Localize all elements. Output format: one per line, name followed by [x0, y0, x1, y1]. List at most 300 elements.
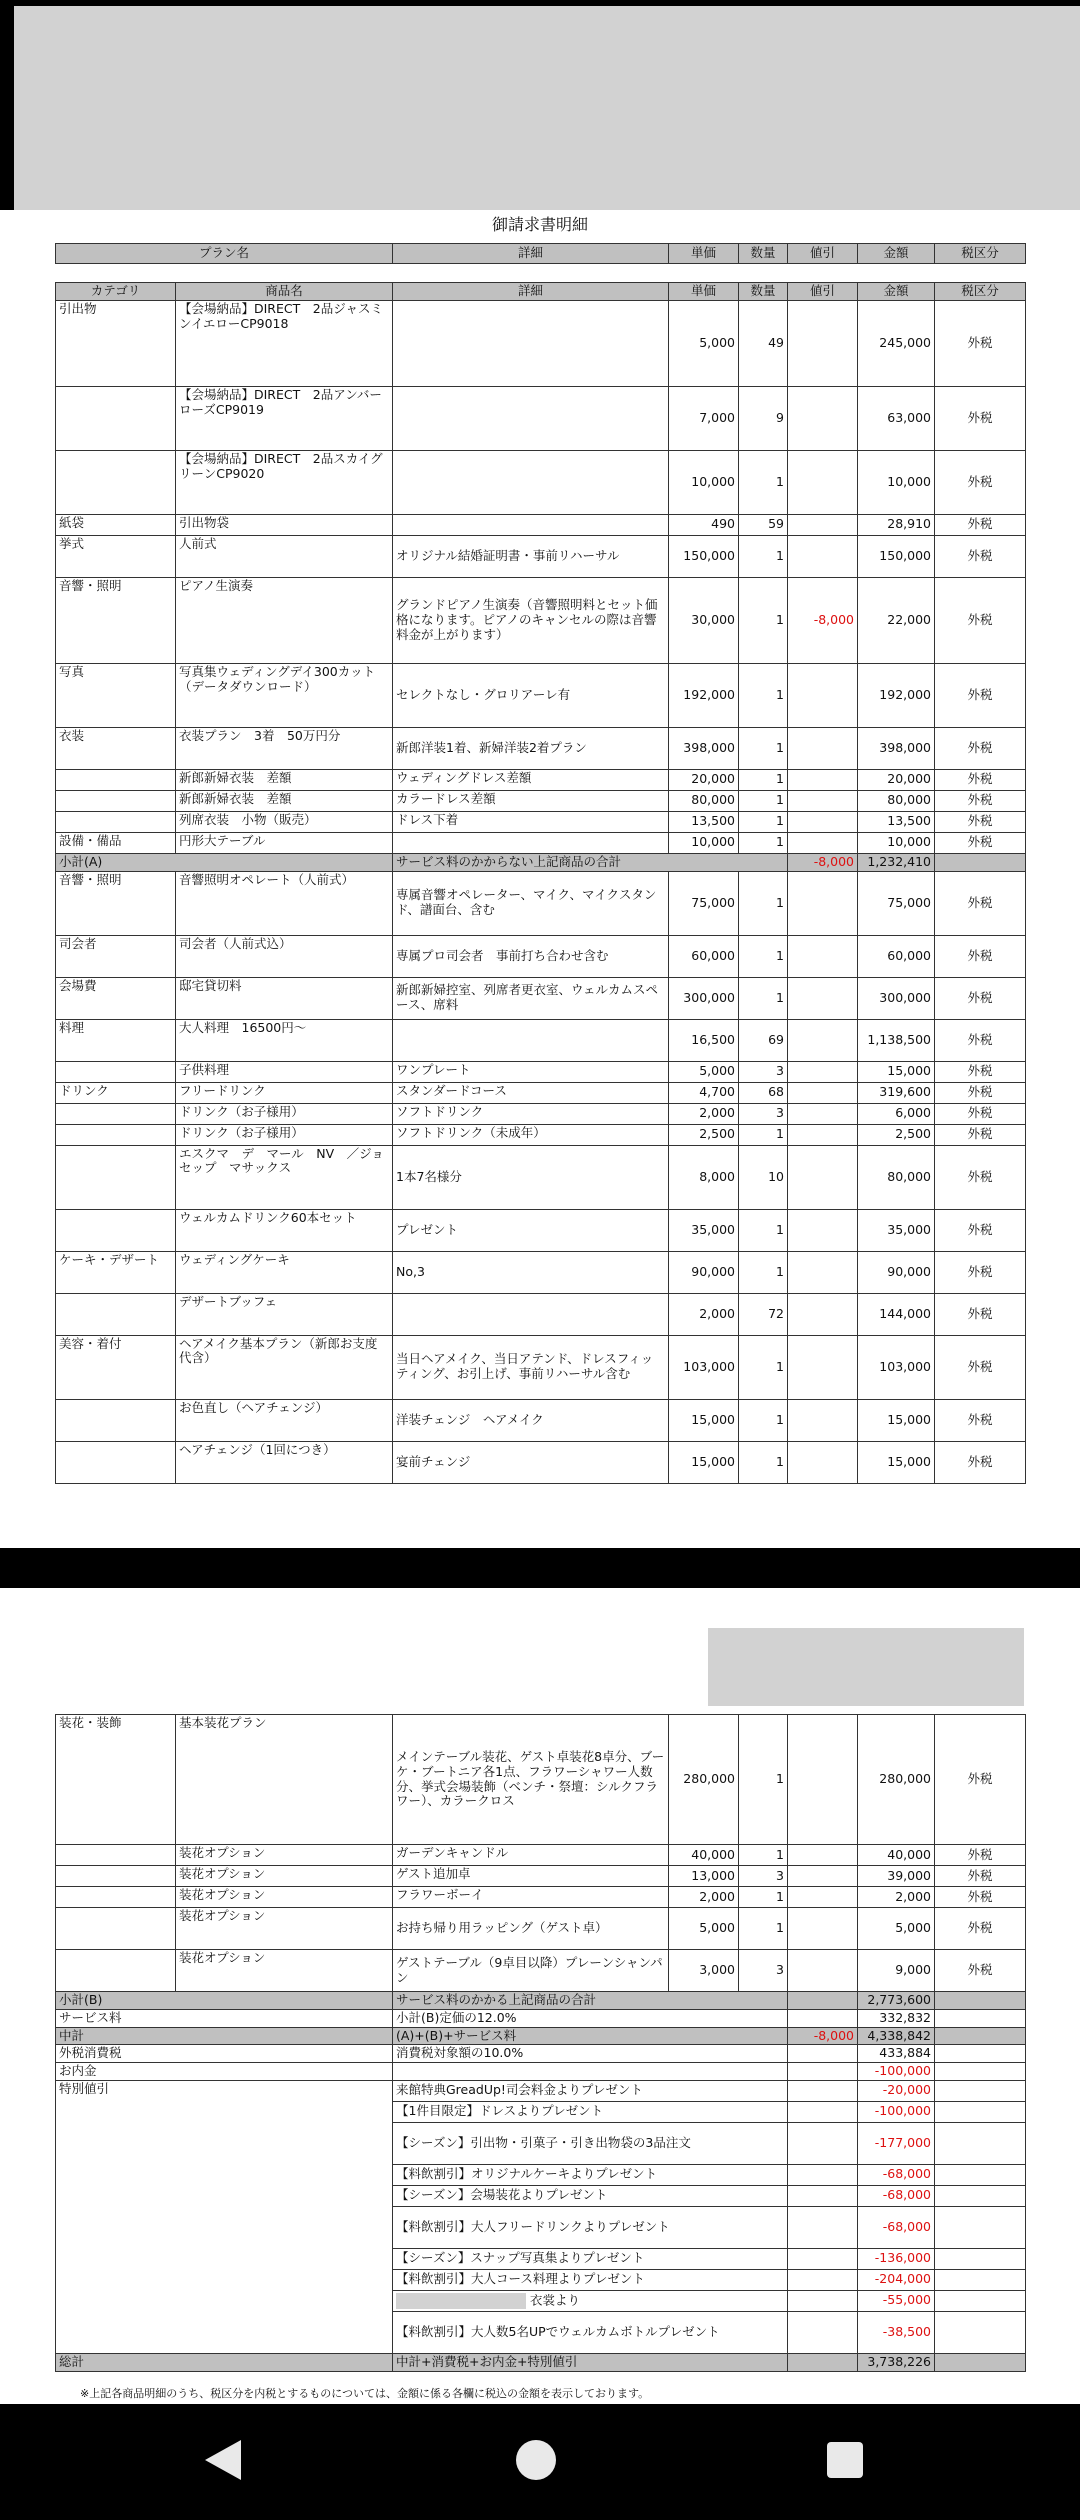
- home-icon[interactable]: [516, 2440, 556, 2480]
- table-row: [56, 1866, 1026, 1887]
- tax-category-cell: 外税: [935, 727, 1026, 769]
- detail-cell: [393, 514, 669, 535]
- unit-price-cell: 13,000: [669, 1866, 739, 1887]
- grand-total-tax: [935, 2353, 1026, 2371]
- subtotal-detail: サービス料のかからない上記商品の合計: [393, 853, 788, 871]
- special-discount-detail: [393, 2206, 788, 2248]
- amount-cell: 10,000: [858, 832, 935, 853]
- detail-cell: スタンダードコース: [393, 1082, 669, 1103]
- redacted-box: [708, 1628, 1024, 1706]
- category-cell: [56, 450, 176, 514]
- quantity-cell: 1: [739, 832, 788, 853]
- summary-detail: 消費税対象額の10.0%: [393, 2045, 788, 2063]
- quantity-cell: 59: [739, 514, 788, 535]
- quantity-cell: 1: [739, 663, 788, 727]
- table-row: [56, 1251, 1026, 1293]
- quantity-cell: 1: [739, 1441, 788, 1483]
- category-cell: 装花・装飾: [56, 1715, 176, 1845]
- subtotal-amount: 1,232,410: [858, 853, 935, 871]
- tax-category-cell: 外税: [935, 1251, 1026, 1293]
- discount-cell: -8,000: [788, 577, 858, 663]
- header-cell: 数量: [739, 244, 788, 264]
- detail-cell: セレクトなし・グロリアーレ有: [393, 663, 669, 727]
- tax-category-cell: 外税: [935, 935, 1026, 977]
- category-cell: [56, 386, 176, 450]
- detail-cell: ワンプレート: [393, 1061, 669, 1082]
- summary-tax: [935, 2063, 1026, 2081]
- quantity-cell: 69: [739, 1019, 788, 1061]
- discount-cell: [788, 535, 858, 577]
- items-table: [55, 282, 1026, 1484]
- detail-cell: [393, 386, 669, 450]
- summary-row: [56, 2009, 1026, 2027]
- tax-category-cell: 外税: [935, 977, 1026, 1019]
- discount-cell: [788, 663, 858, 727]
- special-discount-empty: [788, 2290, 858, 2311]
- subtotal-label: 小計(A): [56, 853, 393, 871]
- product-name-cell: 引出物袋: [176, 514, 393, 535]
- amount-cell: 5,000: [858, 1908, 935, 1950]
- unit-price-cell: 490: [669, 514, 739, 535]
- category-cell: 音響・照明: [56, 871, 176, 935]
- quantity-cell: 72: [739, 1293, 788, 1335]
- unit-price-cell: 2,000: [669, 1293, 739, 1335]
- amount-cell: 80,000: [858, 790, 935, 811]
- category-cell: [56, 1950, 176, 1992]
- table-row: [56, 1715, 1026, 1845]
- tax-category-cell: 外税: [935, 450, 1026, 514]
- amount-cell: 15,000: [858, 1061, 935, 1082]
- table-row: [56, 1908, 1026, 1950]
- discount-cell: [788, 769, 858, 790]
- discount-cell: [788, 1145, 858, 1209]
- detail-cell: [393, 1293, 669, 1335]
- special-discount-empty: [788, 2248, 858, 2269]
- unit-price-cell: 90,000: [669, 1251, 739, 1293]
- category-cell: 料理: [56, 1019, 176, 1061]
- unit-price-cell: 2,000: [669, 1887, 739, 1908]
- table-row: [56, 450, 1026, 514]
- special-discount-empty: [788, 2311, 858, 2353]
- tax-category-cell: 外税: [935, 577, 1026, 663]
- special-discount-detail: [393, 2311, 788, 2353]
- special-discount-label: 特別値引: [56, 2080, 393, 2353]
- discount-cell: [788, 1441, 858, 1483]
- amount-cell: 150,000: [858, 535, 935, 577]
- category-cell: 音響・照明: [56, 577, 176, 663]
- product-name-cell: 【会場納品】DIRECT 2品ジャスミンイエローCP9018: [176, 300, 393, 386]
- product-name-cell: 【会場納品】DIRECT 2品スカイグリーンCP9020: [176, 450, 393, 514]
- special-discount-amount: -38,500: [858, 2311, 935, 2353]
- header-cell: 値引: [788, 244, 858, 264]
- column-header-row: [56, 283, 1026, 301]
- category-cell: 設備・備品: [56, 832, 176, 853]
- special-discount-text: 【料飲割引】大人フリードリンクよりプレゼント: [396, 2218, 670, 2234]
- special-discount-empty: [788, 2101, 858, 2122]
- table-row: [56, 1209, 1026, 1251]
- summary-amount: -100,000: [858, 2063, 935, 2081]
- category-cell: [56, 1145, 176, 1209]
- detail-cell: ゲストテーブル（9卓目以降）プレーンシャンパン: [393, 1950, 669, 1992]
- discount-cell: [788, 1293, 858, 1335]
- quantity-cell: 1: [739, 535, 788, 577]
- category-cell: 美容・着付: [56, 1335, 176, 1399]
- amount-cell: 63,000: [858, 386, 935, 450]
- special-discount-tax: [935, 2248, 1026, 2269]
- product-name-cell: 装花オプション: [176, 1887, 393, 1908]
- amount-cell: 103,000: [858, 1335, 935, 1399]
- redacted-text: [396, 2293, 526, 2309]
- summary-discount: [788, 1992, 858, 2010]
- category-cell: [56, 811, 176, 832]
- product-name-cell: 装花オプション: [176, 1908, 393, 1950]
- table-row: [56, 1887, 1026, 1908]
- summary-row: [56, 2027, 1026, 2045]
- category-cell: [56, 1103, 176, 1124]
- summary-label: 中計: [56, 2027, 393, 2045]
- tax-category-cell: 外税: [935, 1715, 1026, 1845]
- special-discount-tax: [935, 2101, 1026, 2122]
- product-name-cell: 装花オプション: [176, 1866, 393, 1887]
- tax-category-cell: 外税: [935, 1209, 1026, 1251]
- summary-label: 小計(B): [56, 1992, 393, 2010]
- detail-cell: 専属プロ司会者 事前打ち合わせ含む: [393, 935, 669, 977]
- product-name-cell: ドリンク（お子様用）: [176, 1124, 393, 1145]
- detail-cell: ドレス下着: [393, 811, 669, 832]
- quantity-cell: 1: [739, 1335, 788, 1399]
- quantity-cell: 1: [739, 769, 788, 790]
- quantity-cell: 9: [739, 386, 788, 450]
- quantity-cell: 1: [739, 727, 788, 769]
- special-discount-tax: [935, 2290, 1026, 2311]
- amount-cell: 22,000: [858, 577, 935, 663]
- quantity-cell: 1: [739, 1908, 788, 1950]
- summary-tax: [935, 2009, 1026, 2027]
- discount-cell: [788, 1887, 858, 1908]
- unit-price-cell: 30,000: [669, 577, 739, 663]
- table-row: [56, 1082, 1026, 1103]
- special-discount-text: 【シーズン】スナップ写真集よりプレゼント: [396, 2250, 645, 2266]
- detail-cell: [393, 832, 669, 853]
- product-name-cell: ドリンク（お子様用）: [176, 1103, 393, 1124]
- special-discount-row: [56, 2080, 1026, 2101]
- product-name-cell: 衣装プラン 3着 50万円分: [176, 727, 393, 769]
- tax-category-cell: 外税: [935, 1082, 1026, 1103]
- detail-cell: [393, 1019, 669, 1061]
- special-discount-detail: [393, 2164, 788, 2185]
- tax-category-cell: 外税: [935, 386, 1026, 450]
- category-cell: [56, 769, 176, 790]
- summary-amount: 4,338,842: [858, 2027, 935, 2045]
- detail-cell: 専属音響オペレーター、マイク、マイクスタンド、譜面台、含む: [393, 871, 669, 935]
- unit-price-cell: 2,500: [669, 1124, 739, 1145]
- detail-cell: ソフトドリンク: [393, 1103, 669, 1124]
- discount-cell: [788, 1061, 858, 1082]
- table-row: [56, 935, 1026, 977]
- category-cell: [56, 1908, 176, 1950]
- category-cell: [56, 1845, 176, 1866]
- product-name-cell: ヘアメイク基本プラン（新郎お支度代含）: [176, 1335, 393, 1399]
- tax-category-cell: 外税: [935, 514, 1026, 535]
- category-cell: ケーキ・デザート: [56, 1251, 176, 1293]
- summary-label: 外税消費税: [56, 2045, 393, 2063]
- product-name-cell: 新郎新婦衣装 差額: [176, 790, 393, 811]
- unit-price-cell: 5,000: [669, 300, 739, 386]
- detail-cell: 当日ヘアメイク、当日アテンド、ドレスフィッティング、お引上げ、事前リハーサル含む: [393, 1335, 669, 1399]
- summary-discount: [788, 2063, 858, 2081]
- product-name-cell: デザートブッフェ: [176, 1293, 393, 1335]
- special-discount-detail: [393, 2122, 788, 2164]
- special-discount-tax: [935, 2122, 1026, 2164]
- amount-cell: 28,910: [858, 514, 935, 535]
- discount-cell: [788, 300, 858, 386]
- unit-price-cell: 3,000: [669, 1950, 739, 1992]
- category-cell: 挙式: [56, 535, 176, 577]
- detail-cell: ソフトドリンク（未成年）: [393, 1124, 669, 1145]
- detail-cell: [393, 300, 669, 386]
- grand-total-discount: [788, 2353, 858, 2371]
- quantity-cell: 1: [739, 871, 788, 935]
- table-row: [56, 514, 1026, 535]
- product-name-cell: 新郎新婦衣装 差額: [176, 769, 393, 790]
- quantity-cell: 1: [739, 577, 788, 663]
- detail-cell: 1本7名様分: [393, 1145, 669, 1209]
- quantity-cell: 1: [739, 977, 788, 1019]
- unit-price-cell: 20,000: [669, 769, 739, 790]
- product-name-cell: ウェルカムドリンク60本セット: [176, 1209, 393, 1251]
- header-cell: 商品名: [176, 283, 393, 301]
- recent-apps-icon[interactable]: [827, 2442, 863, 2478]
- special-discount-amount: -136,000: [858, 2248, 935, 2269]
- product-name-cell: 写真集ウェディングデイ300カット（データダウンロード）: [176, 663, 393, 727]
- table-row: [56, 977, 1026, 1019]
- tax-category-cell: 外税: [935, 1441, 1026, 1483]
- special-discount-empty: [788, 2206, 858, 2248]
- special-discount-tax: [935, 2185, 1026, 2206]
- amount-cell: 13,500: [858, 811, 935, 832]
- amount-cell: 280,000: [858, 1715, 935, 1845]
- items-table-2: [55, 1714, 1026, 2372]
- subtotal-tax: [935, 853, 1026, 871]
- items-table-body: [56, 283, 1026, 1484]
- header-cell: 詳細: [393, 283, 669, 301]
- detail-cell: 新郎洋装1着、新婦洋装2着プラン: [393, 727, 669, 769]
- special-discount-empty: [788, 2080, 858, 2101]
- quantity-cell: 3: [739, 1950, 788, 1992]
- discount-cell: [788, 386, 858, 450]
- tax-category-cell: 外税: [935, 663, 1026, 727]
- detail-cell: ゲスト追加卓: [393, 1866, 669, 1887]
- detail-cell: ガーデンキャンドル: [393, 1845, 669, 1866]
- tax-category-cell: 外税: [935, 1866, 1026, 1887]
- unit-price-cell: 7,000: [669, 386, 739, 450]
- discount-cell: [788, 832, 858, 853]
- amount-cell: 144,000: [858, 1293, 935, 1335]
- table-row: [56, 386, 1026, 450]
- special-discount-text: 【1件目限定】ドレスよりプレゼント: [396, 2103, 604, 2119]
- footnote: ※上記各商品明細のうち、税区分を内税とするものについては、金額に係る各欄に税込の金額を表示しております。: [80, 2387, 650, 2400]
- summary-tax: [935, 2027, 1026, 2045]
- tax-category-cell: 外税: [935, 1887, 1026, 1908]
- table-row: [56, 535, 1026, 577]
- category-cell: [56, 1061, 176, 1082]
- tax-category-cell: 外税: [935, 811, 1026, 832]
- category-cell: 衣装: [56, 727, 176, 769]
- summary-row: [56, 1992, 1026, 2010]
- summary-amount: 2,773,600: [858, 1992, 935, 2010]
- discount-cell: [788, 1950, 858, 1992]
- amount-cell: 1,138,500: [858, 1019, 935, 1061]
- discount-cell: [788, 727, 858, 769]
- product-name-cell: 子供料理: [176, 1061, 393, 1082]
- table-row: [56, 727, 1026, 769]
- product-name-cell: 人前式: [176, 535, 393, 577]
- discount-cell: [788, 1335, 858, 1399]
- header-cell: 金額: [858, 244, 935, 264]
- quantity-cell: 1: [739, 1845, 788, 1866]
- table-row: [56, 811, 1026, 832]
- special-discount-tax: [935, 2080, 1026, 2101]
- back-icon[interactable]: [205, 2440, 241, 2480]
- detail-cell: オリジナル結婚証明書・事前リハーサル: [393, 535, 669, 577]
- tax-category-cell: 外税: [935, 769, 1026, 790]
- product-name-cell: ヘアチェンジ（1回につき）: [176, 1441, 393, 1483]
- table-row: [56, 663, 1026, 727]
- category-cell: [56, 1124, 176, 1145]
- quantity-cell: 1: [739, 935, 788, 977]
- detail-cell: フラワーボーイ: [393, 1887, 669, 1908]
- table-row: [56, 1103, 1026, 1124]
- header-cell: 詳細: [393, 244, 669, 264]
- tax-category-cell: 外税: [935, 1908, 1026, 1950]
- product-name-cell: 邸宅貸切料: [176, 977, 393, 1019]
- discount-cell: [788, 1209, 858, 1251]
- detail-cell: お持ち帰り用ラッピング（ゲスト卓）: [393, 1908, 669, 1950]
- special-discount-amount: -177,000: [858, 2122, 935, 2164]
- special-discount-detail: [393, 2101, 788, 2122]
- tax-category-cell: 外税: [935, 1019, 1026, 1061]
- discount-cell: [788, 935, 858, 977]
- special-discount-detail: [393, 2248, 788, 2269]
- amount-cell: 9,000: [858, 1950, 935, 1992]
- plan-header-table: [55, 243, 1026, 264]
- quantity-cell: 1: [739, 1209, 788, 1251]
- tax-category-cell: 外税: [935, 535, 1026, 577]
- amount-cell: 20,000: [858, 769, 935, 790]
- amount-cell: 60,000: [858, 935, 935, 977]
- special-discount-detail: [393, 2185, 788, 2206]
- amount-cell: 300,000: [858, 977, 935, 1019]
- detail-cell: ウェディングドレス差額: [393, 769, 669, 790]
- grand-total-row: [56, 2353, 1026, 2371]
- amount-cell: 6,000: [858, 1103, 935, 1124]
- summary-tax: [935, 2045, 1026, 2063]
- special-discount-amount: -68,000: [858, 2206, 935, 2248]
- product-name-cell: 基本装花プラン: [176, 1715, 393, 1845]
- product-name-cell: フリードリンク: [176, 1082, 393, 1103]
- tax-category-cell: 外税: [935, 1124, 1026, 1145]
- table-row: [56, 1441, 1026, 1483]
- page-title: 御請求書明細: [491, 215, 588, 234]
- special-discount-detail: [393, 2290, 788, 2311]
- grand-total-label: 総計: [56, 2353, 393, 2371]
- detail-cell: No,3: [393, 1251, 669, 1293]
- quantity-cell: 1: [739, 1251, 788, 1293]
- summary-label: サービス料: [56, 2009, 393, 2027]
- quantity-cell: 10: [739, 1145, 788, 1209]
- special-discount-text: 【料飲割引】大人数5名UPでウェルカムボトルプレゼント: [396, 2323, 720, 2339]
- summary-discount: [788, 2009, 858, 2027]
- product-name-cell: 大人料理 16500円〜: [176, 1019, 393, 1061]
- discount-cell: [788, 811, 858, 832]
- unit-price-cell: 16,500: [669, 1019, 739, 1061]
- tax-category-cell: 外税: [935, 1145, 1026, 1209]
- discount-cell: [788, 977, 858, 1019]
- unit-price-cell: 60,000: [669, 935, 739, 977]
- summary-amount: 332,832: [858, 2009, 935, 2027]
- product-name-cell: 列席衣装 小物（販売）: [176, 811, 393, 832]
- detail-cell: [393, 450, 669, 514]
- summary-detail: 小計(B)定価の12.0%: [393, 2009, 788, 2027]
- amount-cell: 75,000: [858, 871, 935, 935]
- discount-cell: [788, 1908, 858, 1950]
- discount-cell: [788, 1124, 858, 1145]
- header-cell: 税区分: [935, 283, 1026, 301]
- special-discount-empty: [788, 2269, 858, 2290]
- amount-cell: 319,600: [858, 1082, 935, 1103]
- special-discount-detail: [393, 2269, 788, 2290]
- tax-category-cell: 外税: [935, 790, 1026, 811]
- unit-price-cell: 35,000: [669, 1209, 739, 1251]
- quantity-cell: 1: [739, 1887, 788, 1908]
- amount-cell: 398,000: [858, 727, 935, 769]
- discount-cell: [788, 1845, 858, 1866]
- grand-total-amount: 3,738,226: [858, 2353, 935, 2371]
- table-row: [56, 1950, 1026, 1992]
- unit-price-cell: 280,000: [669, 1715, 739, 1845]
- table-row: [56, 1145, 1026, 1209]
- detail-cell: グランドピアノ生演奏（音響照明料とセット価格になります。ピアノのキャンセルの際は音響料金が上がります）: [393, 577, 669, 663]
- summary-tax: [935, 1992, 1026, 2010]
- special-discount-detail: [393, 2080, 788, 2101]
- quantity-cell: 1: [739, 1124, 788, 1145]
- table-row: [56, 1124, 1026, 1145]
- special-discount-tax: [935, 2164, 1026, 2185]
- quantity-cell: 3: [739, 1061, 788, 1082]
- discount-cell: [788, 1866, 858, 1887]
- quantity-cell: 1: [739, 790, 788, 811]
- amount-cell: 2,000: [858, 1887, 935, 1908]
- summary-amount: 433,884: [858, 2045, 935, 2063]
- detail-cell: プレゼント: [393, 1209, 669, 1251]
- quantity-cell: 49: [739, 300, 788, 386]
- plan-header-row: [56, 244, 1026, 264]
- category-cell: ドリンク: [56, 1082, 176, 1103]
- special-discount-text: 衣裳より: [530, 2292, 581, 2308]
- discount-cell: [788, 450, 858, 514]
- category-cell: 司会者: [56, 935, 176, 977]
- discount-cell: [788, 1103, 858, 1124]
- special-discount-amount: -100,000: [858, 2101, 935, 2122]
- table-row: [56, 871, 1026, 935]
- category-cell: [56, 1441, 176, 1483]
- table-row: [56, 1335, 1026, 1399]
- table-row: [56, 769, 1026, 790]
- unit-price-cell: 8,000: [669, 1145, 739, 1209]
- special-discount-amount: -68,000: [858, 2164, 935, 2185]
- summary-row: [56, 2063, 1026, 2081]
- amount-cell: 10,000: [858, 450, 935, 514]
